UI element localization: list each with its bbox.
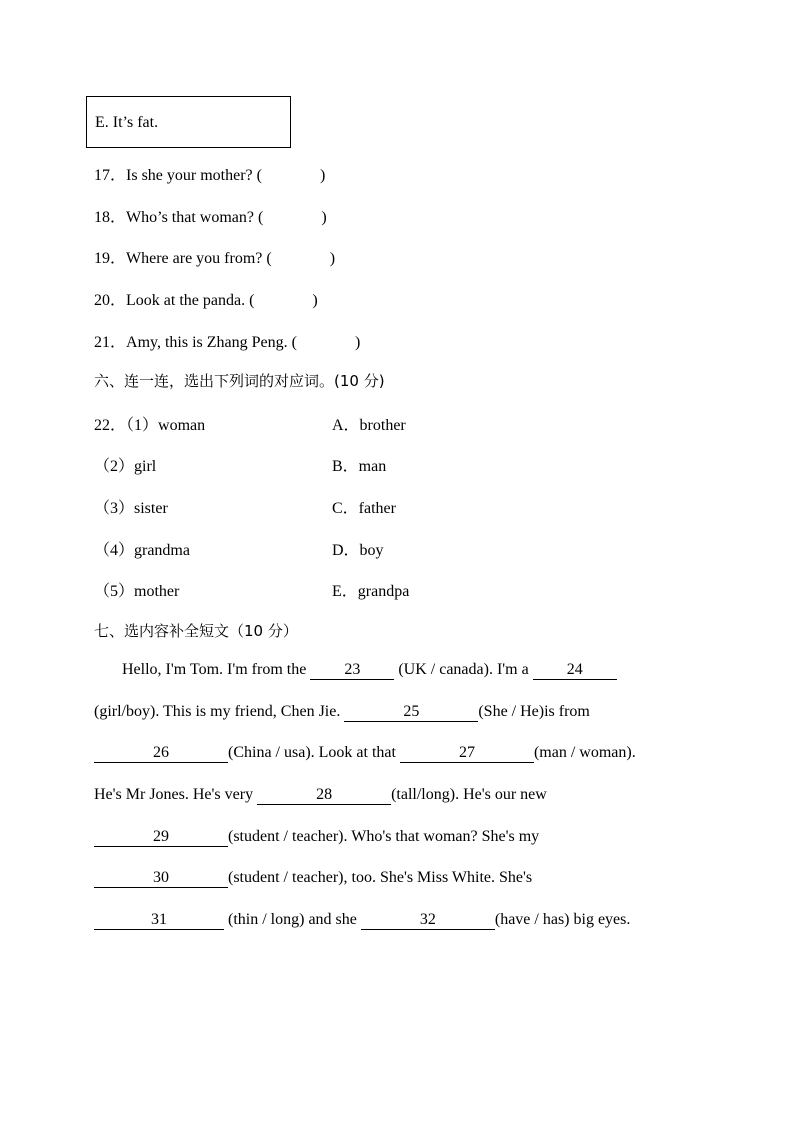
passage-line-4: [94, 786, 694, 805]
match-left-2: （2）girl: [94, 458, 157, 475]
passage-line-5: [94, 828, 694, 847]
passage-line-2: [94, 703, 694, 722]
blank-31[interactable]: 31: [94, 912, 224, 930]
question-17: [94, 162, 325, 185]
question-number: 17．: [94, 167, 127, 184]
question-18: [94, 204, 327, 227]
blank-28[interactable]: 28: [257, 787, 391, 805]
blank-23[interactable]: 23: [310, 662, 394, 680]
option-e-box: [86, 96, 291, 148]
passage-text: He's Mr Jones. He's very: [94, 786, 258, 803]
passage-text: (She / He)is from: [478, 703, 590, 720]
question-text: Look at the panda. (: [126, 292, 255, 309]
question-21: [94, 329, 360, 352]
passage-text: (student / teacher), too. She's Miss White. She's: [228, 869, 533, 886]
question-text: Amy, this is Zhang Peng. (: [126, 334, 297, 351]
passage-text: (thin / long) and she: [224, 911, 361, 928]
match-left-1: [94, 412, 205, 435]
passage-text: (man / woman).: [533, 744, 636, 761]
passage-text: (China / usa). Look at that: [228, 744, 400, 761]
passage-line-1: [122, 661, 722, 680]
blank-25[interactable]: 25: [344, 704, 478, 722]
question-number: 22．: [94, 417, 127, 434]
close-paren: ): [329, 250, 336, 267]
passage-text: (UK / canada). I'm a: [394, 661, 533, 678]
passage-text: (girl/boy). This is my friend, Chen Jie.: [94, 703, 345, 720]
match-right-e: E．grandpa: [332, 583, 410, 600]
question-number: 20．: [94, 292, 127, 309]
match-word: （1）woman: [126, 417, 206, 434]
blank-29[interactable]: 29: [94, 829, 228, 847]
match-right-a: A．brother: [332, 417, 406, 434]
question-number: 21．: [94, 334, 127, 351]
section-7-title: 七、选内容补全短文（10 分）: [94, 622, 298, 640]
section-6-title: 六、连一连，选出下列词的对应词。(10 分): [94, 372, 385, 390]
passage-text: (have / has) big eyes.: [494, 911, 631, 928]
blank-30[interactable]: 30: [94, 870, 228, 888]
question-number: 18．: [94, 209, 127, 226]
close-paren: ): [319, 167, 326, 184]
blank-24[interactable]: 24: [533, 662, 617, 680]
passage-line-3: [94, 744, 694, 763]
close-paren: ): [312, 292, 318, 309]
blank-27[interactable]: 27: [400, 745, 534, 763]
match-left-4: （4）grandma: [94, 542, 190, 559]
close-paren: ): [354, 334, 361, 351]
match-right-b: B．man: [332, 458, 387, 475]
question-text: Where are you from? (: [126, 250, 272, 267]
question-number: 19．: [94, 250, 127, 267]
passage-line-6: [94, 869, 694, 888]
match-right-d: D．boy: [332, 542, 384, 559]
close-paren: ): [321, 209, 327, 226]
question-20: [94, 287, 318, 310]
blank-32[interactable]: 32: [361, 912, 495, 930]
question-19: [94, 245, 335, 268]
question-text: Is she your mother? (: [126, 167, 262, 184]
question-text: Who’s that woman? (: [126, 209, 264, 226]
passage-line-7: [94, 911, 694, 930]
passage-text: Hello, I'm Tom. I'm from the: [122, 661, 311, 678]
passage-text: (student / teacher). Who's that woman? She's my: [228, 828, 540, 845]
passage-text: (tall/long). He's our new: [391, 786, 547, 803]
match-right-c: C．father: [332, 500, 396, 517]
match-left-3: （3）sister: [94, 500, 168, 517]
option-e-text: E. It’s fat.: [95, 114, 159, 131]
blank-26[interactable]: 26: [94, 745, 228, 763]
match-left-5: （5）mother: [94, 583, 180, 600]
